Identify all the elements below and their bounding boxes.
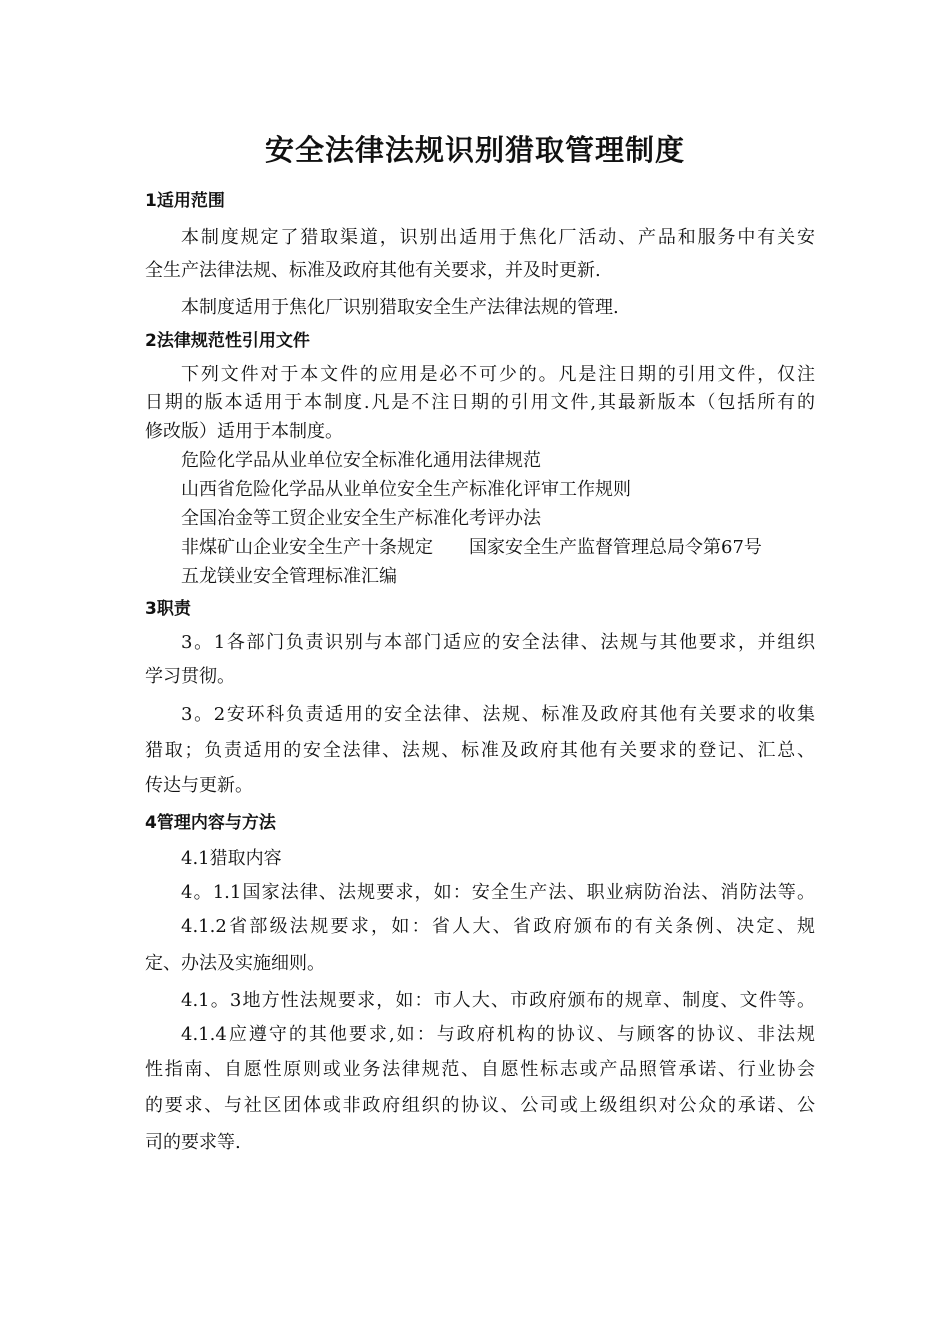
item-4-1-4-line-3: 的要求、与社区团体或非政府组织的协议、公司或上级组织对公众的承诺、公 — [145, 1095, 815, 1116]
section-3-item-2-line-1: 3。2安环科负责适用的安全法律、法规、标准及政府其他有关要求的收集 — [181, 704, 815, 725]
section-3-item-1-line-1: 3。1各部门负责识别与本部门适应的安全法律、法规与其他要求，并组织 — [181, 632, 815, 653]
section-4-heading: 4管理内容与方法 — [145, 813, 276, 833]
section-1-paragraph-1-line-1: 本制度规定了猎取渠道，识别出适用于焦化厂活动、产品和服务中有关安 — [181, 227, 815, 248]
section-3-item-2-line-2: 猎取；负责适用的安全法律、法规、标准及政府其他有关要求的登记、汇总、 — [145, 740, 815, 761]
document-title: 安全法律法规识别猎取管理制度 — [264, 133, 685, 167]
reference-item: 非煤矿山企业安全生产十条规定 国家安全生产监督管理总局令第67号 — [181, 537, 762, 558]
section-2-heading: 2法律规范性引用文件 — [145, 331, 310, 351]
item-4-1-4-line-1: 4.1.4应遵守的其他要求,如：与政府机构的协议、与顾客的协议、非法规 — [181, 1024, 815, 1045]
reference-item: 全国冶金等工贸企业安全生产标准化考评办法 — [181, 508, 541, 529]
item-4-1-3: 4.1。3地方性法规要求，如：市人大、市政府颁布的规章、制度、文件等。 — [181, 990, 815, 1011]
item-4-1-4-line-2: 性指南、自愿性原则或业务法律规范、自愿性标志或产品照管承诺、行业协会 — [145, 1059, 815, 1080]
section-1-paragraph-2: 本制度适用于焦化厂识别猎取安全生产法律法规的管理. — [181, 297, 619, 318]
subsection-4-1-heading: 4.1猎取内容 — [181, 848, 282, 869]
item-4-1-2-line-1: 4.1.2省部级法规要求，如：省人大、省政府颁布的有关条例、决定、规 — [181, 916, 815, 937]
section-1-paragraph-1-line-2: 全生产法律法规、标准及政府其他有关要求，并及时更新. — [145, 260, 601, 281]
section-3-item-1-line-2: 学习贯彻。 — [145, 666, 235, 687]
item-4-1-1: 4。1.1国家法律、法规要求，如：安全生产法、职业病防治法、消防法等。 — [181, 882, 815, 903]
section-2-paragraph-line-1: 下列文件对于本文件的应用是必不可少的。凡是注日期的引用文件，仅注 — [181, 364, 815, 385]
reference-item: 山西省危险化学品从业单位安全生产标准化评审工作规则 — [181, 479, 631, 500]
section-1-heading: 1适用范围 — [145, 191, 225, 211]
section-3-item-2-line-3: 传达与更新。 — [145, 775, 253, 796]
reference-item: 五龙镁业安全管理标准汇编 — [181, 566, 397, 587]
section-3-heading: 3职责 — [145, 599, 191, 619]
section-2-paragraph-line-2: 日期的版本适用于本制度.凡是不注日期的引用文件,其最新版本（包括所有的 — [145, 392, 815, 413]
reference-item: 危险化学品从业单位安全标准化通用法律规范 — [181, 450, 541, 471]
item-4-1-2-line-2: 定、办法及实施细则。 — [145, 953, 325, 974]
section-2-paragraph-line-3: 修改版）适用于本制度。 — [145, 421, 343, 442]
item-4-1-4-line-4: 司的要求等. — [145, 1132, 241, 1153]
